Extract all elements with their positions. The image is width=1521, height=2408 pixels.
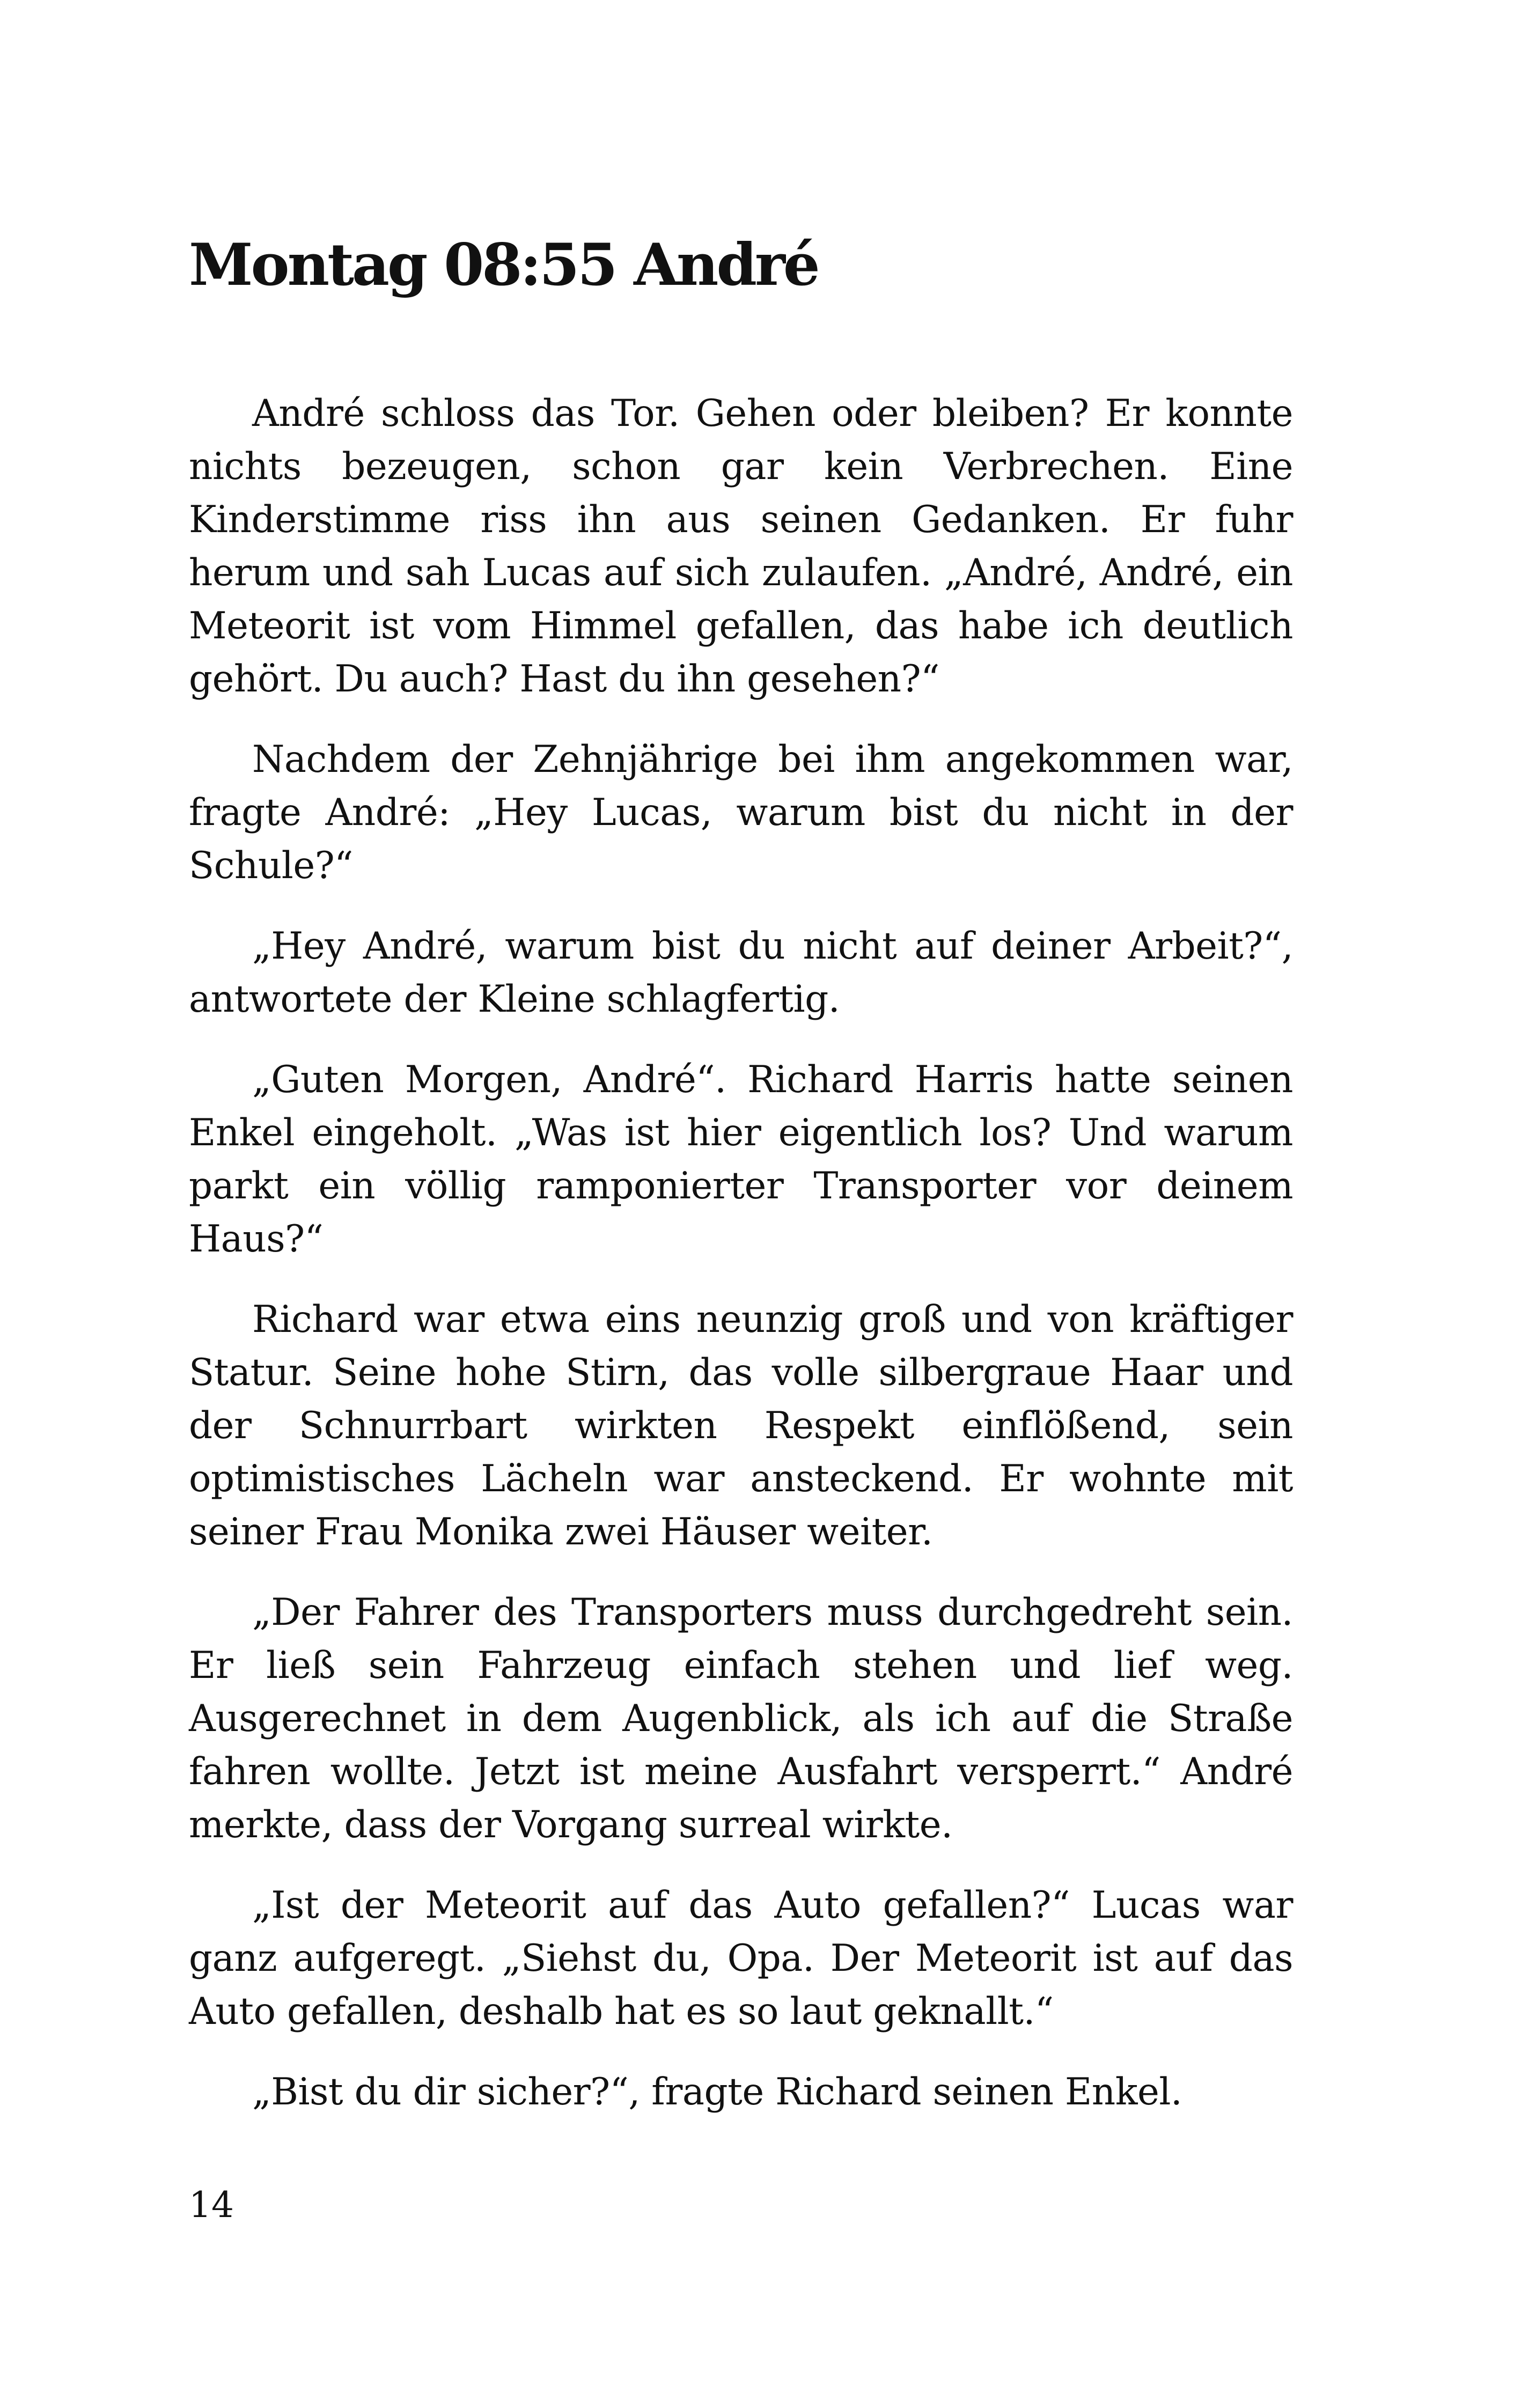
paragraph-2: Nachdem der Zehnjährige bei ihm angekommen war, fragte André: „Hey Lucas, warum bist du nicht in der Schule?“ [189, 738, 1293, 887]
page-number: 14 [189, 2184, 234, 2226]
paragraph-5: Richard war etwa eins neunzig groß und von kräftiger Statur. Seine hohe Stirn, das volle silbergraue Haar und der Schnurrbart wirkten Respekt einflößend, sein optimistisches Lächeln war ansteckend. Er wohnte mit seiner Frau Monika zwei Häuser weiter. [189, 1298, 1293, 1553]
paragraph-3: „Hey André, warum bist du nicht auf deiner Arbeit?“, antwortete der Kleine schlagfertig. [189, 925, 1293, 1021]
paragraph-7: „Ist der Meteorit auf das Auto gefallen?“ Lucas war ganz aufgeregt. „Siehst du, Opa. Der Meteorit ist auf das Auto gefallen, deshalb hat es so laut geknallt.“ [189, 1884, 1293, 2033]
paragraph-1: André schloss das Tor. Gehen oder bleiben? Er konnte nichts bezeugen, schon gar kein Verbrechen. Eine Kinderstimme riss ihn aus seinen Gedanken. Er fuhr herum und sah Lucas auf sich zulaufen. „André, André, ein Meteorit ist vom Himmel gefallen, das habe ich deutlich gehört. Du auch? Hast du ihn gesehen?“ [189, 392, 1293, 701]
paragraph-8: „Bist du dir sicher?“, fragte Richard seinen Enkel. [252, 2071, 1182, 2114]
paragraph-4: „Guten Morgen, André“. Richard Harris hatte seinen Enkel eingeholt. „Was ist hier eigentlich los? Und warum parkt ein völlig ramponierter Transporter vor deinem Haus?“ [189, 1058, 1293, 1261]
chapter-body [189, 387, 1293, 2146]
paragraph-6: „Der Fahrer des Transporters muss durchgedreht sein. Er ließ sein Fahrzeug einfach stehen und lief weg. Ausgerechnet in dem Augenblick, als ich auf die Straße fahren wollte. Jetzt ist meine Ausfahrt versperrt.“ André merkte, dass der Vorgang surreal wirkte. [189, 1591, 1293, 1846]
chapter-title: Montag 08:55 André [189, 231, 818, 299]
